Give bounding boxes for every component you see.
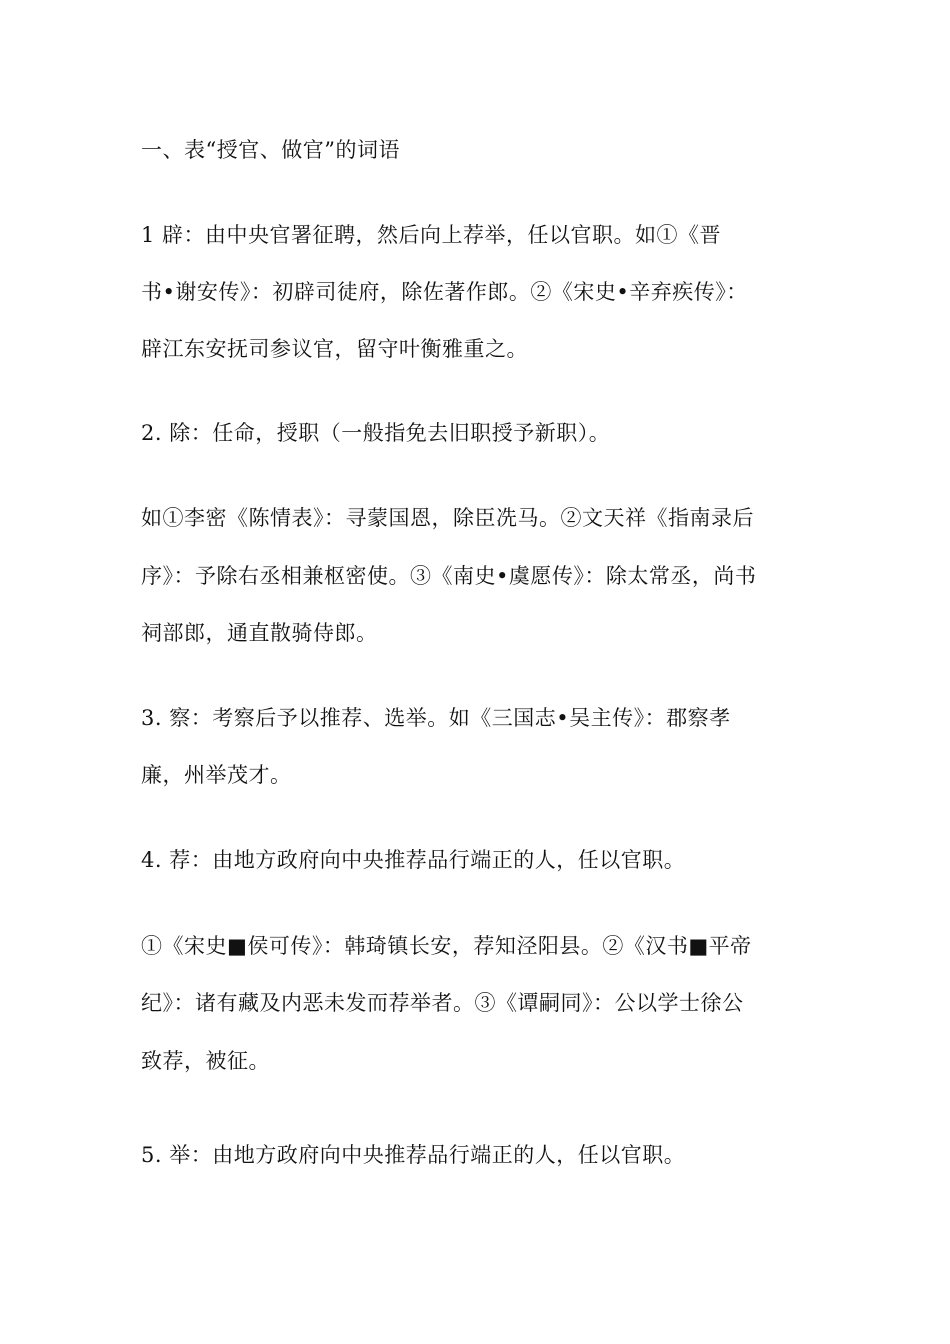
entry-4-line-3: 纪》：诸有藏及内恶未发而荐举者。③《谭嗣同》：公以学士徐公 (141, 991, 744, 1015)
entry-4-line-1: 4. 荐：由地方政府向中央推荐品行端正的人，任以官职。 (141, 848, 686, 872)
entry-1-line-3: 辟江东安抚司参议官，留守叶衡雅重之。 (141, 337, 528, 361)
section-heading: 一、表“授官、做官”的词语 (141, 138, 400, 162)
entry-3-line-2: 廉，州举茂才。 (141, 763, 292, 787)
entry-4-line-2: ①《宋史■侯可传》：韩琦镇长安，荐知泾阳县。②《汉书■平帝 (141, 934, 752, 958)
entry-2-line-4: 祠部郎，通直散骑侍郎。 (141, 621, 378, 645)
entry-1-line-1: 1 辟：由中央官署征聘，然后向上荐举，任以官职。如①《晋 (141, 223, 722, 247)
entry-2-line-2: 如①李密《陈情表》：寻蒙国恩，除臣冼马。②文天祥《指南录后 (141, 506, 754, 530)
entry-2-line-3: 序》：予除右丞相兼枢密使。③《南史•虞愿传》：除太常丞，尚书 (141, 564, 757, 588)
entry-1-line-2: 书•谢安传》：初辟司徒府，除佐著作郎。②《宋史•辛弃疾传》： (141, 280, 748, 304)
entry-3-line-1: 3. 察：考察后予以推荐、选举。如《三国志•吴主传》：郡察孝 (141, 706, 731, 730)
entry-4-line-4: 致荐，被征。 (141, 1049, 270, 1073)
entry-2-line-1: 2. 除：任命，授职（一般指免去旧职授予新职）。 (141, 421, 611, 445)
entry-5-line-1: 5. 举：由地方政府向中央推荐品行端正的人，任以官职。 (141, 1143, 686, 1167)
